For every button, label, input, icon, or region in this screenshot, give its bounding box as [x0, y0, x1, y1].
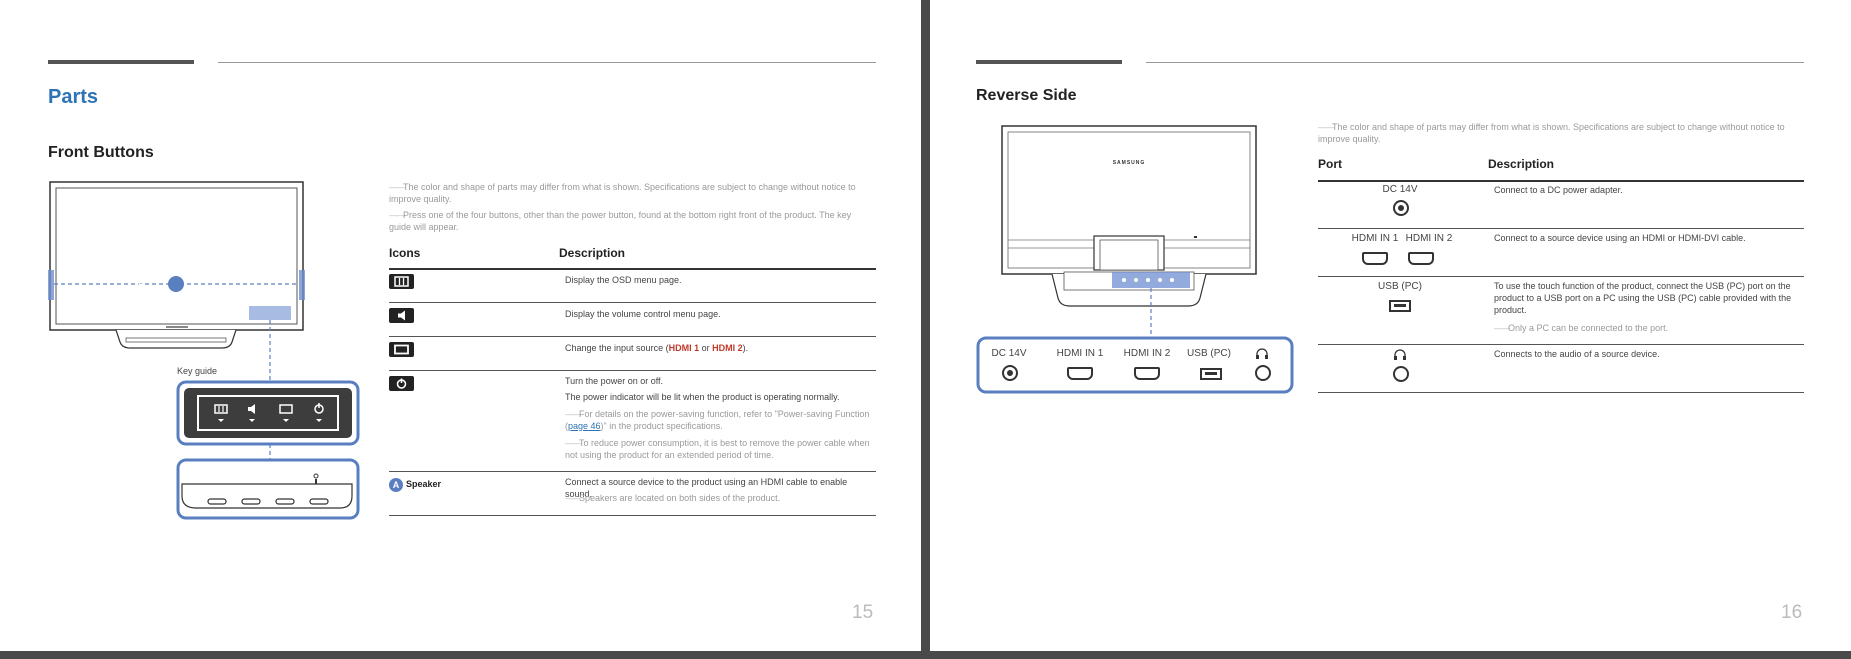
table-header-rule [389, 268, 876, 270]
source-icon [389, 342, 414, 357]
note-color-shape: —— The color and shape of parts may differ from what is shown. Specifications are subject to change without notice to improve quality. [1318, 121, 1804, 145]
row-rule [389, 471, 876, 472]
header-rule-thin [1146, 62, 1804, 63]
page-number: 15 [852, 602, 874, 623]
port-hdmi1-label: HDMI IN 1 [1351, 233, 1399, 244]
port-dc-label: DC 14V [1382, 184, 1418, 195]
power-icon [389, 376, 414, 391]
row-rule [389, 370, 876, 371]
dc-jack-icon [1393, 200, 1409, 216]
callout-port-usb: USB (PC) [1187, 348, 1231, 359]
desc-usb: To use the touch function of the product, connect the USB (PC) port on the product to a USB port on a PC using the USB (PC) cable provided with the product. [1494, 281, 1792, 315]
col-header-description: Description [1488, 157, 1555, 171]
header-rule-thick [48, 60, 194, 64]
menu-icon [389, 274, 414, 289]
hdmi2-highlight: HDMI 2 [712, 343, 743, 353]
front-buttons-diagram [46, 178, 376, 524]
col-header-description: Description [559, 246, 626, 260]
page-title: Reverse Side [976, 87, 1077, 104]
speaker-marker: A [389, 478, 403, 492]
port-usb-label: USB (PC) [1378, 281, 1422, 292]
hdmi-port-icon [1362, 252, 1388, 265]
desc-source-mid: or [699, 343, 713, 353]
desc-power-indicator: The power indicator will be lit when the product is operating normally. [565, 392, 840, 402]
diagram-marker-label: A [137, 279, 145, 290]
callout-port-hdmi2: HDMI IN 2 [1123, 348, 1171, 359]
row-rule [389, 336, 876, 337]
page-title: Parts [48, 86, 99, 108]
note-power-saving-pre: For details on the power-saving function, refer to "Power-saving Function ( [565, 409, 870, 431]
hdmi1-highlight: HDMI 1 [668, 343, 700, 353]
note-color-shape: —— The color and shape of parts may differ from what is shown. Specifications are subject to change without notice to improve quality. [389, 181, 875, 205]
desc-power: Turn the power on or off. [565, 376, 664, 386]
desc-source-pre: Change the input source ( [565, 343, 669, 353]
usb-port-icon [1389, 300, 1411, 312]
hdmi-port-icon [1408, 252, 1434, 265]
section-title: Front Buttons [48, 144, 154, 161]
port-hdmi2-label: HDMI IN 2 [1405, 233, 1453, 244]
speaker-left-highlight [48, 270, 54, 300]
dc-jack-icon [1002, 365, 1018, 381]
row-rule [389, 302, 876, 303]
desc-source-post: ). [742, 343, 749, 353]
buttons-highlight [249, 306, 291, 320]
table-header-rule [1318, 180, 1804, 182]
volume-icon [389, 308, 414, 323]
desc-source [565, 342, 875, 354]
page-46-link[interactable]: page 46 [568, 421, 601, 431]
headphone-jack-icon [1255, 365, 1271, 381]
brand-label: SAMSUNG [1112, 160, 1146, 166]
note-speaker: —— Speakers are located on both sides of the product. [565, 492, 875, 504]
desc-dc: Connect to a DC power adapter. [1494, 185, 1623, 195]
col-header-icons: Icons [389, 246, 421, 260]
desc-speaker: Connect a source device to the product using an HDMI cable to enable sound. [565, 477, 848, 499]
desc-hdmi: Connect to a source device using an HDMI or HDMI-DVI cable. [1494, 233, 1746, 243]
page-15 [0, 0, 921, 651]
speaker-label: Speaker [406, 479, 442, 489]
note-power-saving-post: )" in the product specifications. [600, 421, 723, 431]
row-rule [1318, 228, 1804, 229]
desc-headphone: Connects to the audio of a source device. [1494, 349, 1660, 359]
col-header-port: Port [1318, 157, 1342, 171]
desc-menu: Display the OSD menu page. [565, 275, 682, 285]
table-bottom-rule [1318, 392, 1804, 393]
note-key-guide: —— Press one of the four buttons, other than the power button, found at the bottom right front of the product. The key guide will appear. [389, 209, 875, 233]
usb-port-icon [1200, 368, 1222, 380]
callout-port-dc: DC 14V [991, 348, 1027, 359]
callout-port-hdmi1: HDMI IN 1 [1056, 348, 1104, 359]
key-guide-label: Key guide [177, 366, 218, 376]
headphone-icon [1393, 348, 1407, 366]
note-power-saving [565, 408, 875, 432]
note-power-consumption: —— To reduce power consumption, it is best to remove the power cable when not using the product for an extended period of time. [565, 437, 875, 461]
row-rule [1318, 276, 1804, 277]
header-rule-thick [976, 60, 1122, 64]
headphone-icon [1255, 347, 1269, 365]
marker-a [168, 276, 184, 292]
desc-volume: Display the volume control menu page. [565, 309, 721, 319]
ports-callout [978, 338, 1292, 392]
speaker-right-highlight [299, 270, 305, 300]
hdmi-port-icon [1067, 367, 1093, 380]
monitor-logo [166, 326, 188, 328]
monitor-screen [56, 188, 297, 324]
table-bottom-rule [389, 515, 876, 516]
page-16 [930, 0, 1851, 651]
headphone-jack-icon [1393, 366, 1409, 382]
note-usb: —— Only a PC can be connected to the port. [1494, 322, 1804, 334]
page-number: 16 [1781, 602, 1803, 623]
header-rule-thin [218, 62, 876, 63]
row-rule [1318, 344, 1804, 345]
hdmi-port-icon [1134, 367, 1160, 380]
